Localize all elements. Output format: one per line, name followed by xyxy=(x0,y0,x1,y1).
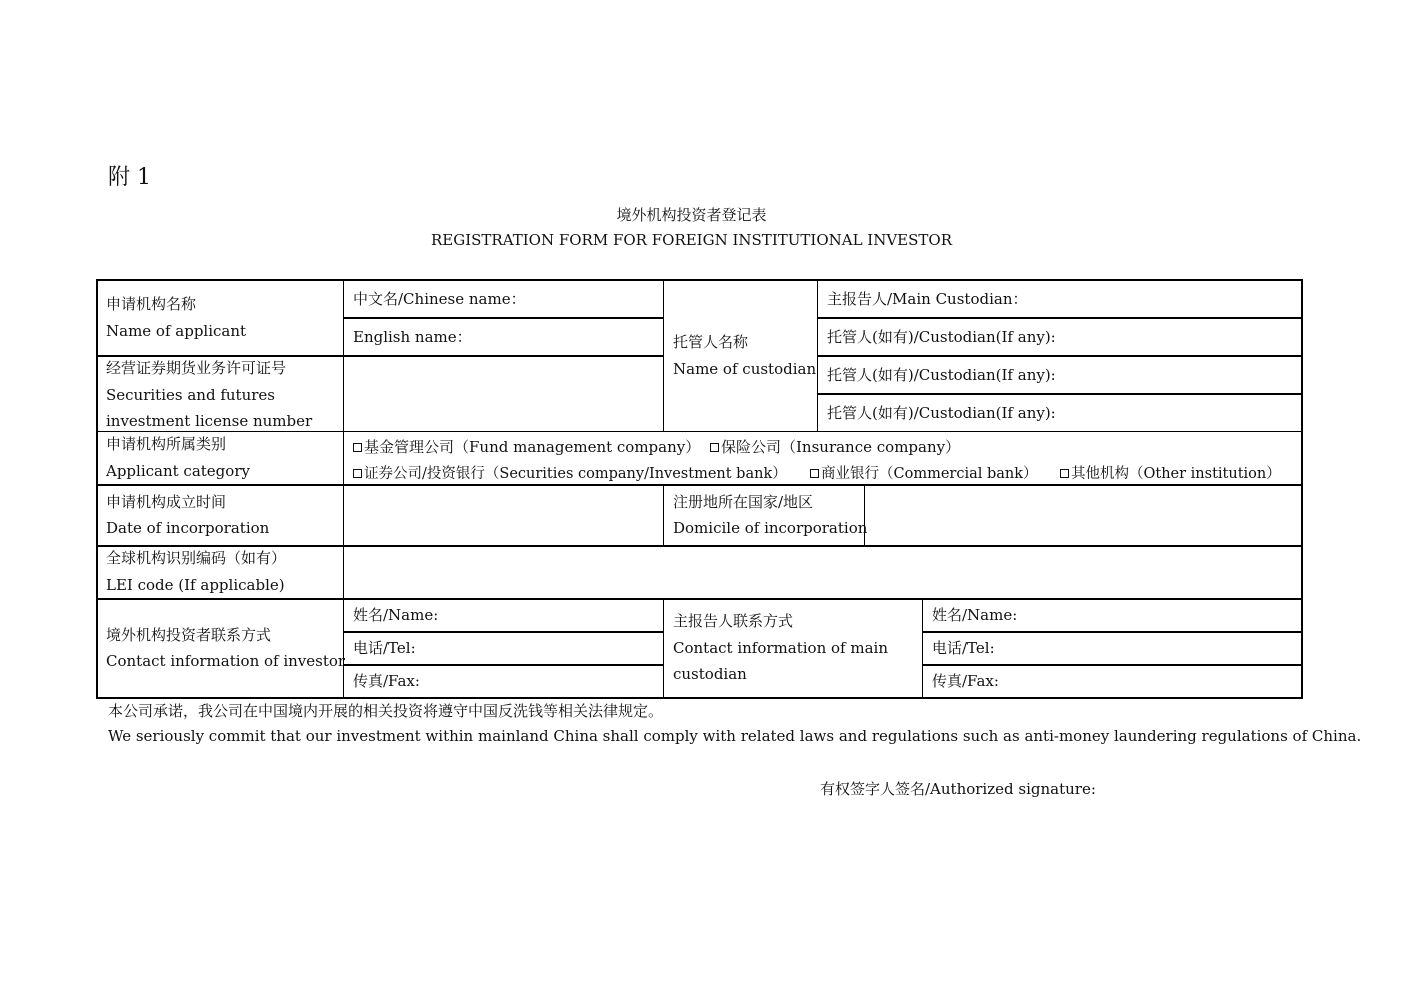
category-option-label: 保险公司（Insurance company） xyxy=(721,438,961,456)
custodian-label-en: Name of custodian xyxy=(673,360,817,378)
category-option-label: 证券公司/投资银行（Securities company/Investment bank） xyxy=(364,466,787,482)
domicile-label-en: Domicile of incorporation xyxy=(673,519,868,537)
custodian-contact-label-cn: 主报告人联系方式 xyxy=(673,612,794,630)
lei-label-cn: 全球机构识别编码（如有） xyxy=(106,549,287,567)
divider xyxy=(343,279,344,699)
investor-fax-field[interactable]: 传真/Fax: xyxy=(353,672,420,690)
license-label-cn: 经营证券期货业务许可证号 xyxy=(106,359,287,377)
license-label-en-line1: Securities and futures xyxy=(106,386,275,404)
custodian-contact-label-en-line2: custodian xyxy=(673,665,747,683)
divider xyxy=(663,485,664,546)
lei-label-en: LEI code (If applicable) xyxy=(106,576,285,594)
custodian-if-any-field-3[interactable]: 托管人(如有)/Custodian(If any): xyxy=(827,404,1056,422)
divider xyxy=(817,317,1303,319)
divider xyxy=(922,599,923,699)
lei-code-field[interactable] xyxy=(345,548,1300,597)
category-option-fund-management[interactable] xyxy=(353,436,700,457)
domicile-label-cn: 注册地所在国家/地区 xyxy=(673,493,814,511)
authorized-signature-field[interactable]: 有权签字人签名/Authorized signature: xyxy=(820,780,1096,798)
checkbox-icon[interactable] xyxy=(810,469,819,478)
divider xyxy=(343,631,664,633)
custodian-tel-field[interactable]: 电话/Tel: xyxy=(932,639,995,657)
category-option-commercial-bank[interactable] xyxy=(810,462,1038,483)
investor-contact-label-cn: 境外机构投资者联系方式 xyxy=(106,626,272,644)
investor-tel-field[interactable]: 电话/Tel: xyxy=(353,639,416,657)
divider xyxy=(343,664,664,666)
custodian-if-any-field-1[interactable]: 托管人(如有)/Custodian(If any): xyxy=(827,328,1056,346)
category-option-label: 其他机构（Other institution） xyxy=(1071,466,1281,482)
custodian-contact-label-en-line1: Contact information of main xyxy=(673,639,888,657)
table-border-right xyxy=(1301,279,1303,699)
category-option-label: 基金管理公司（Fund management company） xyxy=(364,438,701,456)
investor-name-field[interactable]: 姓名/Name: xyxy=(353,606,439,624)
divider xyxy=(817,355,1303,357)
table-border-left xyxy=(96,279,98,699)
category-option-insurance[interactable] xyxy=(710,436,960,457)
table-border-bottom xyxy=(96,697,1303,699)
divider xyxy=(343,317,664,319)
divider xyxy=(96,484,1303,486)
form-title-cn: 境外机构投资者登记表 xyxy=(616,206,767,224)
divider xyxy=(922,631,1303,633)
applicant-name-label-cn: 申请机构名称 xyxy=(106,295,197,313)
commitment-en: We seriously commit that our investment within mainland China shall comply with related laws and regulations such as anti-money laundering regulations of China. xyxy=(108,727,1362,745)
category-option-securities[interactable] xyxy=(353,462,787,483)
divider xyxy=(96,598,1303,600)
chinese-name-field[interactable]: 中文名/Chinese name： xyxy=(353,290,526,308)
english-name-field[interactable]: English name： xyxy=(353,328,472,346)
custodian-if-any-field-2[interactable]: 托管人(如有)/Custodian(If any): xyxy=(827,366,1056,384)
main-custodian-field[interactable]: 主报告人/Main Custodian： xyxy=(827,290,1028,308)
custodian-name-field[interactable]: 姓名/Name: xyxy=(932,606,1018,624)
annex-label: 附 1 xyxy=(108,165,151,190)
license-number-field[interactable] xyxy=(345,357,662,430)
checkbox-icon[interactable] xyxy=(1060,469,1069,478)
divider xyxy=(663,599,664,699)
domicile-field[interactable] xyxy=(866,487,1300,544)
incorporation-date-field[interactable] xyxy=(345,487,662,544)
table-border-top xyxy=(96,279,1303,281)
checkbox-icon[interactable] xyxy=(353,469,362,478)
custodian-fax-field[interactable]: 传真/Fax: xyxy=(932,672,999,690)
commitment-cn: 本公司承诺，我公司在中国境内开展的相关投资将遵守中国反洗钱等相关法律规定。 xyxy=(108,702,664,720)
category-option-other[interactable] xyxy=(1060,462,1281,483)
divider xyxy=(922,664,1303,666)
custodian-label-cn: 托管人名称 xyxy=(673,333,749,351)
form-title-en: REGISTRATION FORM FOR FOREIGN INSTITUTIONAL INVESTOR xyxy=(430,231,953,249)
checkbox-icon[interactable] xyxy=(353,443,362,452)
category-label-en: Applicant category xyxy=(106,462,250,480)
category-option-label: 商业银行（Commercial bank） xyxy=(821,466,1038,482)
category-label-cn: 申请机构所属类别 xyxy=(106,435,227,453)
license-label-en-line2: investment license number xyxy=(106,412,313,430)
divider xyxy=(817,393,1303,395)
incorporation-date-label-cn: 申请机构成立时间 xyxy=(106,493,227,511)
applicant-name-label-en: Name of applicant xyxy=(106,322,247,340)
investor-contact-label-en: Contact information of investor xyxy=(106,652,346,670)
checkbox-icon[interactable] xyxy=(710,443,719,452)
incorporation-date-label-en: Date of incorporation xyxy=(106,519,270,537)
